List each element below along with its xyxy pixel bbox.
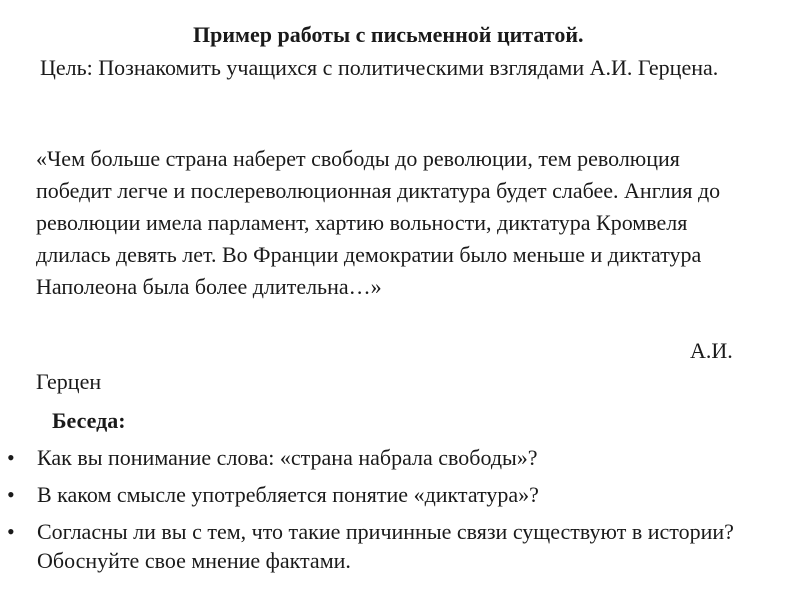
question-item (0, 517, 780, 575)
question-text: Как вы понимание слова: «страна набрала свободы»? (37, 445, 538, 470)
goal-text: Цель: Познакомить учащихся с политическими взглядами А.И. Герцена. (40, 55, 719, 80)
quote-author-initials: А.И. (690, 338, 733, 363)
question-item (0, 480, 780, 509)
bullet-icon: • (7, 482, 15, 507)
bullet-icon: • (7, 519, 15, 544)
question-text: В каком смысле употребляется понятие «диктатура»? (37, 482, 539, 507)
question-item (0, 443, 780, 472)
page-title: Пример работы с письменной цитатой. (193, 22, 584, 47)
herzen-quote: «Чем больше страна наберет свободы до революции, тем революция победит легче и послереволюционная диктатура будет слабее. Англия до революции имела парламент, хартию вольности, диктатура Кромвеля длилась девять лет. Во Франции демократии было меньше и диктатура Наполеона была более длительна…» (36, 146, 721, 299)
question-list (0, 443, 780, 583)
question-text: Согласны ли вы с тем, что такие причинные связи существуют в истории? Обоснуйте свое мнение фактами. (37, 519, 734, 573)
bullet-icon: • (7, 445, 15, 470)
quote-author-surname: Герцен (36, 369, 102, 394)
conversation-heading: Беседа: (52, 408, 126, 433)
